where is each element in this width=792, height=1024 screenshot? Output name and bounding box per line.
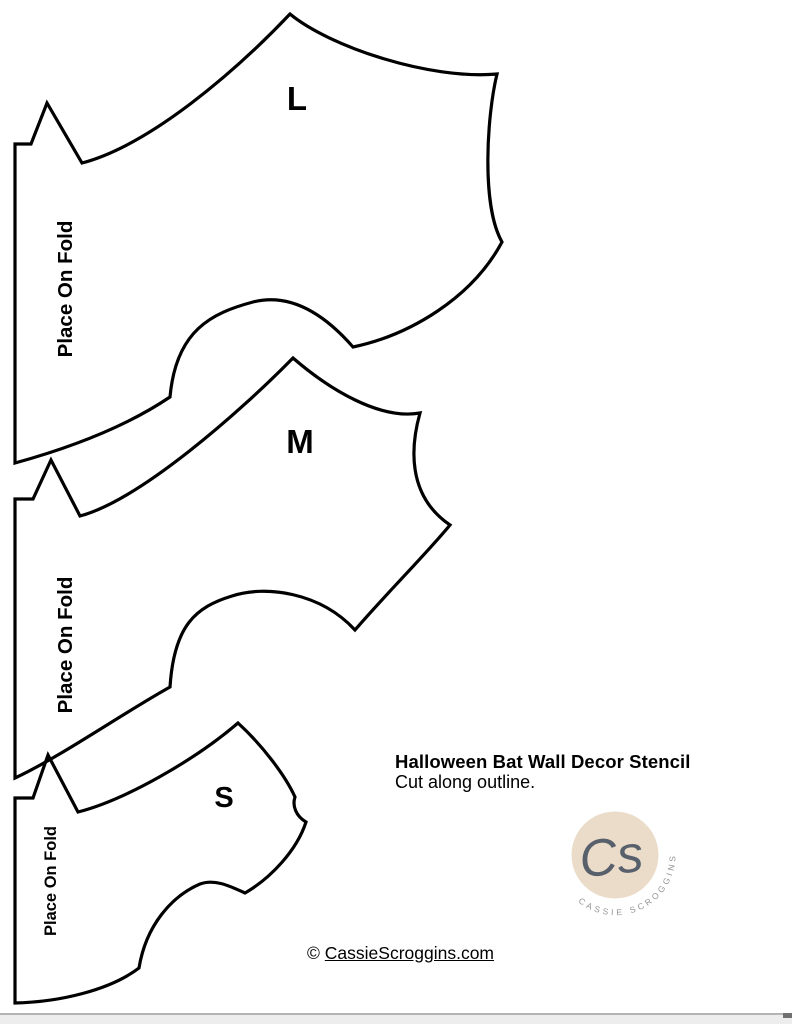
page-bottom-edge	[0, 1013, 792, 1024]
copyright-link[interactable]: CassieScroggins.com	[324, 943, 495, 963]
copyright-symbol: ©	[307, 943, 320, 963]
info-block	[395, 751, 691, 793]
size-label-medium: M	[286, 423, 314, 460]
page-subtitle: Cut along outline.	[395, 772, 536, 792]
page-title: Halloween Bat Wall Decor Stencil	[395, 751, 691, 772]
logo-monogram: Cs	[576, 824, 646, 890]
size-label-large: L	[286, 80, 308, 117]
size-label-small: S	[214, 782, 234, 814]
fold-instruction-small: Place On Fold	[42, 825, 60, 937]
scrollbar-corner	[783, 1013, 792, 1018]
copyright	[307, 943, 494, 964]
fold-instruction-medium: Place On Fold	[54, 576, 77, 714]
logo-ring-text: CASSIE SCROGGINS	[576, 852, 678, 918]
bat-stencil-large-outline	[15, 14, 502, 463]
brand-logo	[572, 812, 678, 918]
bat-stencil-medium-outline	[15, 358, 450, 778]
fold-instruction-large: Place On Fold	[54, 220, 77, 358]
